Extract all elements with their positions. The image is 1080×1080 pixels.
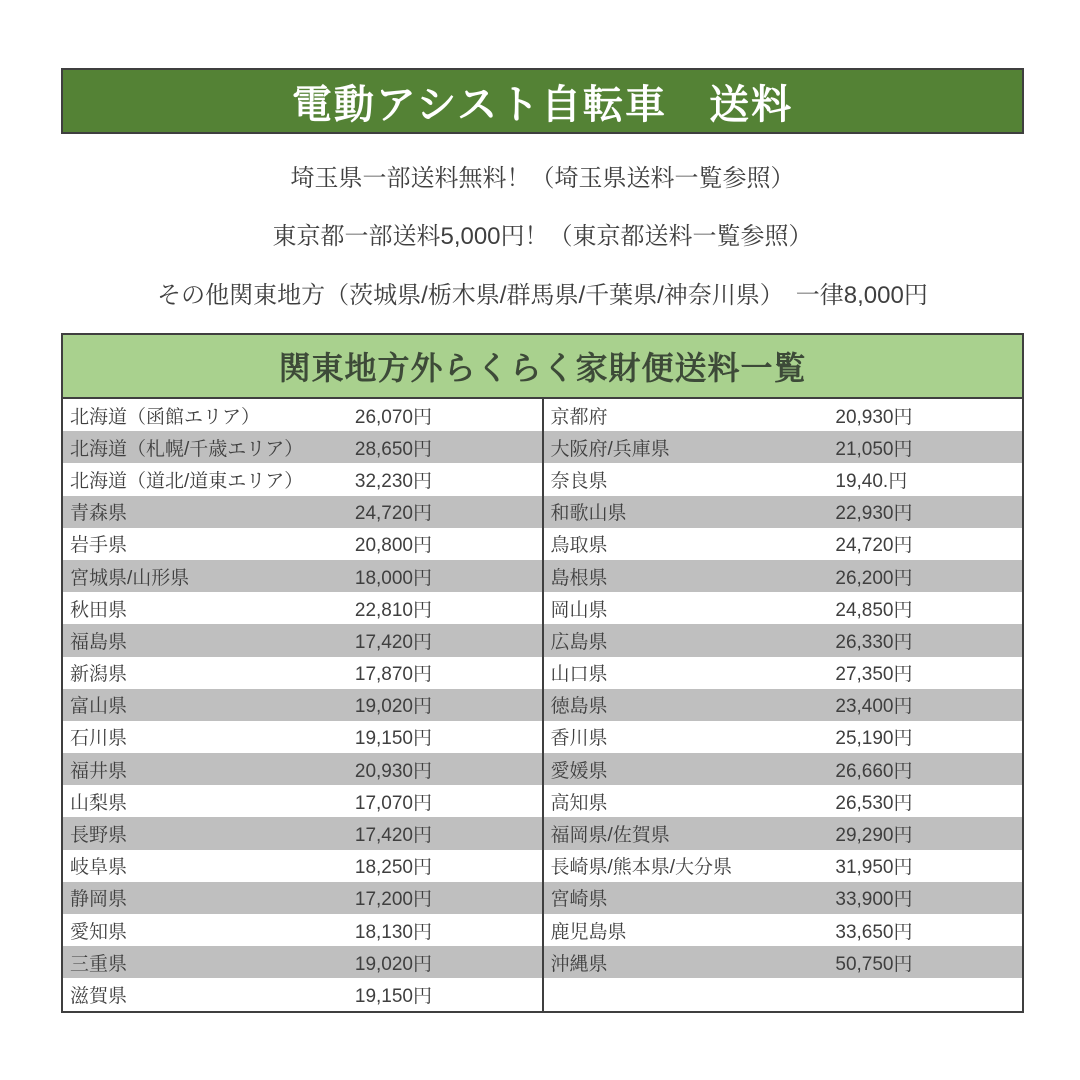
region-cell: 滋賀県 [70,985,128,1007]
price-cell: 19,020円 [354,953,432,975]
price-cell: 19,40.円 [835,470,908,492]
page-title-bar [61,68,1024,134]
price-cell: 17,420円 [354,825,432,847]
price-cell: 26,070円 [354,406,432,428]
table-row [63,914,542,946]
table-row [63,528,542,560]
price-cell: 21,050円 [835,438,913,460]
region-cell: 青森県 [70,503,128,525]
fees-column-left [63,399,544,1011]
price-cell: 22,930円 [835,503,913,525]
table-row [63,657,542,689]
price-cell: 17,200円 [354,889,432,911]
table-row [544,882,1023,914]
region-cell: 京都府 [550,406,608,428]
shipping-fee-sheet [61,68,1024,1013]
region-cell: 宮城県/山形県 [70,567,190,589]
table-row [544,785,1023,817]
region-cell: 福島県 [70,631,128,653]
region-cell: 北海道（函館エリア） [70,406,261,428]
table-row [63,753,542,785]
table-row [544,657,1023,689]
region-cell: 鹿児島県 [550,921,627,943]
table-row [544,850,1023,882]
region-cell: 宮崎県 [550,889,608,911]
region-cell: 秋田県 [70,599,128,621]
table-row [63,624,542,656]
table-row [63,496,542,528]
price-cell: 26,200円 [835,567,913,589]
region-cell: 香川県 [550,728,608,750]
table-row [63,463,542,495]
table-row [63,978,542,1010]
price-cell: 27,350円 [835,664,913,686]
table-row [63,399,542,431]
price-cell: 31,950円 [835,857,913,879]
region-cell: 長崎県/熊本県/大分県 [550,857,733,879]
price-cell: 22,810円 [354,599,432,621]
table-row [63,785,542,817]
shipping-notes [61,134,1024,333]
price-cell: 20,800円 [354,535,432,557]
region-cell: 福井県 [70,760,128,782]
region-cell: 石川県 [70,728,128,750]
region-cell: 岩手県 [70,535,128,557]
table-row [544,496,1023,528]
table-row [544,528,1023,560]
price-cell: 50,750円 [835,953,913,975]
fees-table [61,333,1024,1013]
table-row [63,946,542,978]
price-cell: 24,720円 [354,503,432,525]
table-row [63,689,542,721]
region-cell: 北海道（札幌/千歳エリア） [70,438,304,460]
region-cell: 岡山県 [550,599,608,621]
price-cell: 20,930円 [354,760,432,782]
region-cell: 福岡県/佐賀県 [550,825,670,847]
region-cell: 高知県 [550,792,608,814]
price-cell: 24,720円 [835,535,913,557]
price-cell: 24,850円 [835,599,913,621]
region-cell: 静岡県 [70,889,128,911]
region-cell: 長野県 [70,825,128,847]
fees-columns [63,399,1022,1011]
price-cell: 26,530円 [835,792,913,814]
note-saitama: 埼玉県一部送料無料！（埼玉県送料一覧参照） [290,164,795,192]
fees-column-right [544,399,1023,1011]
table-row [544,978,1023,1010]
note-tokyo: 東京都一部送料5,000円！（東京都送料一覧参照） [272,223,813,250]
table-row [544,463,1023,495]
table-row [544,721,1023,753]
price-cell: 17,420円 [354,631,432,653]
region-cell: 三重県 [70,953,128,975]
region-cell: 徳島県 [550,696,608,718]
price-cell: 33,650円 [835,921,913,943]
table-row [544,817,1023,849]
table-row [544,946,1023,978]
table-row [544,753,1023,785]
region-cell: 富山県 [70,696,128,718]
price-cell: 20,930円 [835,406,913,428]
price-cell: 19,020円 [354,696,432,718]
price-cell: 18,130円 [354,921,432,943]
price-cell: 19,150円 [354,985,432,1007]
table-row [544,592,1023,624]
table-row [544,914,1023,946]
table-title: 関東地方外らくらく家財便送料一覧 [278,350,807,386]
table-row [63,560,542,592]
page-title: 電動アシスト自転車 送料 [291,82,794,127]
region-cell: 和歌山県 [550,503,627,525]
price-cell: 29,290円 [835,825,913,847]
price-cell: 18,250円 [354,857,432,879]
region-cell: 広島県 [550,631,608,653]
region-cell: 奈良県 [550,470,608,492]
region-cell: 北海道（道北/道東エリア） [70,470,304,492]
table-row [63,850,542,882]
table-row [63,721,542,753]
region-cell: 新潟県 [70,664,128,686]
price-cell: 18,000円 [354,567,432,589]
region-cell: 愛知県 [70,921,128,943]
table-row [544,431,1023,463]
price-cell: 26,660円 [835,760,913,782]
note-kanto-other: その他関東地方（茨城県/栃木県/群馬県/千葉県/神奈川県） 一律8,000円 [157,281,928,309]
table-row [63,431,542,463]
table-row [544,624,1023,656]
price-cell: 19,150円 [354,728,432,750]
price-cell: 33,900円 [835,889,913,911]
region-cell: 愛媛県 [550,760,608,782]
region-cell: 岐阜県 [70,857,128,879]
table-title-bar [63,335,1022,399]
region-cell: 鳥取県 [550,535,608,557]
region-cell: 山梨県 [70,792,128,814]
region-cell: 山口県 [550,664,608,686]
table-row [544,560,1023,592]
region-cell: 島根県 [550,567,608,589]
table-row [63,817,542,849]
price-cell: 25,190円 [835,728,913,750]
price-cell: 17,070円 [354,792,432,814]
price-cell: 28,650円 [354,438,432,460]
table-row [544,689,1023,721]
price-cell: 23,400円 [835,696,913,718]
table-row [63,592,542,624]
region-cell: 大阪府/兵庫県 [550,438,670,460]
price-cell: 26,330円 [835,631,913,653]
price-cell: 17,870円 [354,664,432,686]
table-row [544,399,1023,431]
region-cell: 沖縄県 [550,953,608,975]
price-cell: 32,230円 [354,470,432,492]
table-row [63,882,542,914]
